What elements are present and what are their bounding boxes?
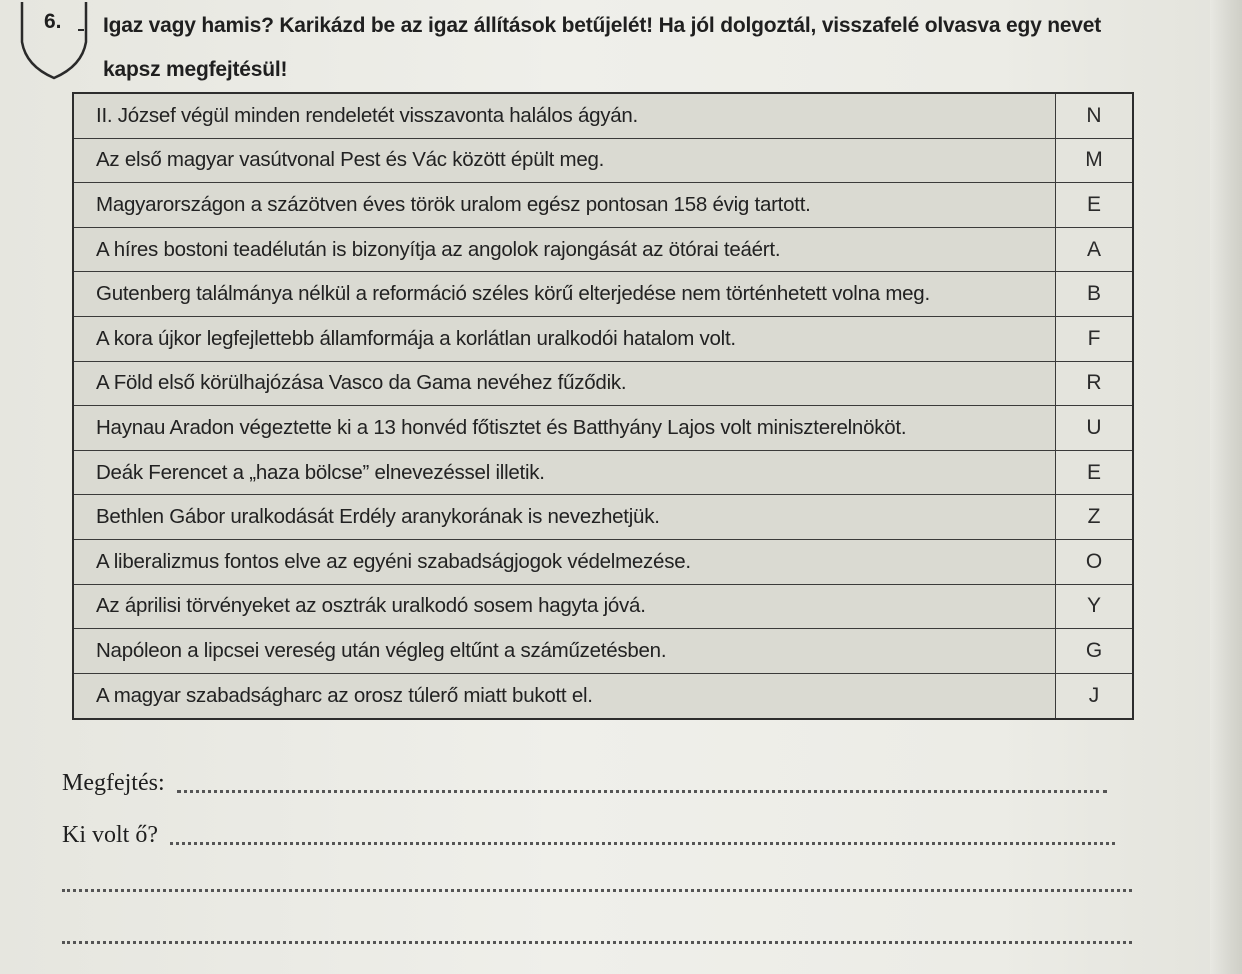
table-row xyxy=(74,674,1132,719)
statement-text: A Föld első körülhajózása Vasco da Gama nevéhez fűződik. xyxy=(96,371,627,395)
solution-blank[interactable] xyxy=(177,789,1107,793)
statement-text: Az első magyar vasútvonal Pest és Vác között épült meg. xyxy=(96,148,605,172)
answer-letter[interactable]: A xyxy=(1055,228,1132,272)
answer-letter[interactable]: N xyxy=(1055,94,1132,138)
table-row xyxy=(74,629,1132,674)
solution-line[interactable] xyxy=(62,770,1107,797)
extra-answer-line-1[interactable] xyxy=(62,888,1132,892)
statement-text: Napóleon a lipcsei vereség után végleg eltűnt a száműzetésben. xyxy=(96,638,667,662)
table-row xyxy=(74,406,1132,451)
table-row xyxy=(74,495,1132,540)
exercise-number: 6. xyxy=(44,10,62,33)
table-row xyxy=(74,362,1132,407)
answer-letter[interactable]: E xyxy=(1055,451,1132,495)
answer-letter[interactable]: R xyxy=(1055,362,1132,406)
who-label: Ki volt ő? xyxy=(62,822,158,848)
who-line[interactable] xyxy=(62,822,1115,849)
statement-text: A liberalizmus fontos elve az egyéni szabadságjogok védelmezése. xyxy=(96,549,691,573)
table-row xyxy=(74,139,1132,184)
statement-text: Gutenberg találmánya nélkül a reformáció széles körű elterjedése nem történhetett volna meg. xyxy=(96,282,930,306)
answer-letter[interactable]: Z xyxy=(1055,495,1132,539)
true-false-table xyxy=(72,92,1134,720)
table-row xyxy=(74,94,1132,139)
statement-text: A híres bostoni teadélután is bizonyítja az angolok rajongását az ötórai teáért. xyxy=(96,237,781,261)
statement-text: Bethlen Gábor uralkodását Erdély aranykorának is nevezhetjük. xyxy=(96,505,660,529)
extra-answer-line-2[interactable] xyxy=(62,940,1132,944)
statement-text: II. József végül minden rendeletét visszavonta halálos ágyán. xyxy=(96,103,638,127)
table-row xyxy=(74,540,1132,585)
solution-label: Megfejtés: xyxy=(62,770,165,796)
answer-letter[interactable]: M xyxy=(1055,139,1132,183)
statement-text: Az áprilisi törvényeket az osztrák uralkodó sosem hagyta jóvá. xyxy=(96,594,646,618)
table-row xyxy=(74,228,1132,273)
answer-letter[interactable]: B xyxy=(1055,272,1132,316)
answer-letter[interactable]: E xyxy=(1055,183,1132,227)
table-row xyxy=(74,451,1132,496)
answer-letter[interactable]: Y xyxy=(1055,585,1132,629)
answer-letter[interactable]: U xyxy=(1055,406,1132,450)
answer-letter[interactable]: G xyxy=(1055,629,1132,673)
table-row xyxy=(74,183,1132,228)
who-blank[interactable] xyxy=(170,841,1115,845)
table-row xyxy=(74,317,1132,362)
page-binding-edge xyxy=(1210,0,1242,974)
answer-letter[interactable]: O xyxy=(1055,540,1132,584)
statement-text: Magyarországon a százötven éves török uralom egész pontosan 158 évig tartott. xyxy=(96,192,811,216)
exercise-instruction: Igaz vagy hamis? Karikázd be az igaz állítások betűjelét! Ha jól dolgoztál, visszafelé olvasva egy nevet kapsz megfejtésül! xyxy=(103,14,1102,81)
answer-letter[interactable]: J xyxy=(1055,674,1132,719)
table-row xyxy=(74,272,1132,317)
statement-text: A kora újkor legfejlettebb államformája a korlátlan uralkodói hatalom volt. xyxy=(96,326,736,350)
statement-text: Haynau Aradon végeztette ki a 13 honvéd főtisztet és Batthyány Lajos volt miniszterelnököt. xyxy=(96,415,907,439)
answer-letter[interactable]: F xyxy=(1055,317,1132,361)
statement-text: Deák Ferencet a „haza bölcse” elnevezéssel illetik. xyxy=(96,460,545,484)
table-row xyxy=(74,585,1132,630)
statement-text: A magyar szabadságharc az orosz túlerő miatt bukott el. xyxy=(96,684,593,708)
